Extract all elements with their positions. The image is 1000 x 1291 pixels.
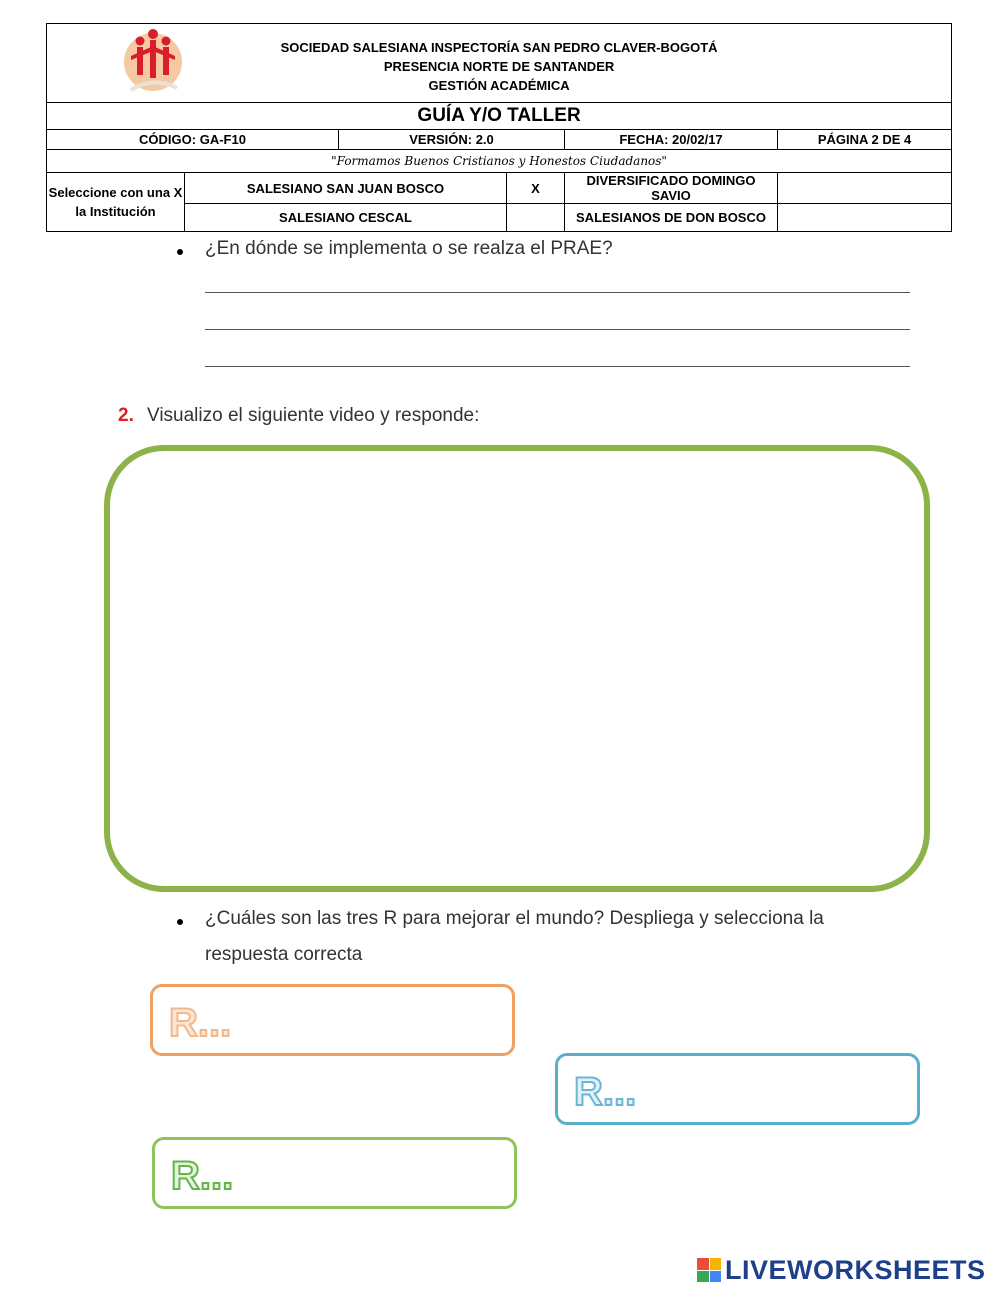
dropdown-placeholder: R... xyxy=(169,1001,232,1045)
institution-name: SALESIANO CESCAL xyxy=(185,204,507,232)
org-name: SOCIEDAD SALESIANA INSPECTORÍA SAN PEDRO CLAVER-BOGOTÁ xyxy=(280,39,718,55)
institution-mark xyxy=(507,204,565,232)
answer-dropdown[interactable] xyxy=(152,1137,517,1209)
institution-name: SALESIANO SAN JUAN BOSCO xyxy=(185,173,507,204)
header-table xyxy=(46,23,952,232)
document-page: PÁGINA 2 DE 4 xyxy=(778,130,952,150)
question-prae: ¿En dónde se implementa o se realza el PRAE? xyxy=(205,238,613,259)
question-text: Visualizo el siguiente video y responde: xyxy=(147,405,480,426)
answer-dropdown[interactable] xyxy=(555,1053,920,1125)
institution-mark xyxy=(778,204,952,232)
institution-name: DIVERSIFICADO DOMINGO SAVIO xyxy=(565,173,778,204)
document-code: CÓDIGO: GA-F10 xyxy=(47,130,339,150)
organization-header xyxy=(47,24,952,103)
liveworksheets-icon xyxy=(697,1258,721,1282)
answer-dropdown[interactable] xyxy=(150,984,515,1056)
answer-line[interactable] xyxy=(205,366,910,367)
document-title: GUÍA Y/O TALLER xyxy=(47,103,952,130)
document-version: VERSIÓN: 2.0 xyxy=(339,130,565,150)
institution-name: SALESIANOS DE DON BOSCO xyxy=(565,204,778,232)
institution-label: Seleccione con una X la Institución xyxy=(47,173,185,232)
question-three-r-line1: ¿Cuáles son las tres R para mejorar el mundo? Despliega y selecciona la xyxy=(205,908,824,929)
salesian-logo-icon xyxy=(123,26,185,94)
brand-name: LIVEWORKSHEETS xyxy=(725,1254,986,1285)
institution-mark: X xyxy=(507,173,565,204)
org-area: GESTIÓN ACADÉMICA xyxy=(428,77,570,93)
question-three-r-line2: respuesta correcta xyxy=(205,944,363,965)
document-date: FECHA: 20/02/17 xyxy=(565,130,778,150)
bullet-icon xyxy=(177,919,183,925)
institution-mark xyxy=(778,173,952,204)
org-presence: PRESENCIA NORTE DE SANTANDER xyxy=(383,58,615,74)
question-number: 2. xyxy=(118,405,134,426)
video-frame[interactable] xyxy=(104,445,930,892)
answer-line[interactable] xyxy=(205,292,910,293)
motto: "Formamos Buenos Cristianos y Honestos Ciudadanos" xyxy=(47,150,952,173)
liveworksheets-logo xyxy=(697,1255,986,1285)
answer-line[interactable] xyxy=(205,329,910,330)
dropdown-placeholder: R... xyxy=(171,1154,234,1198)
dropdown-placeholder: R... xyxy=(574,1070,637,1114)
bullet-icon xyxy=(177,249,183,255)
